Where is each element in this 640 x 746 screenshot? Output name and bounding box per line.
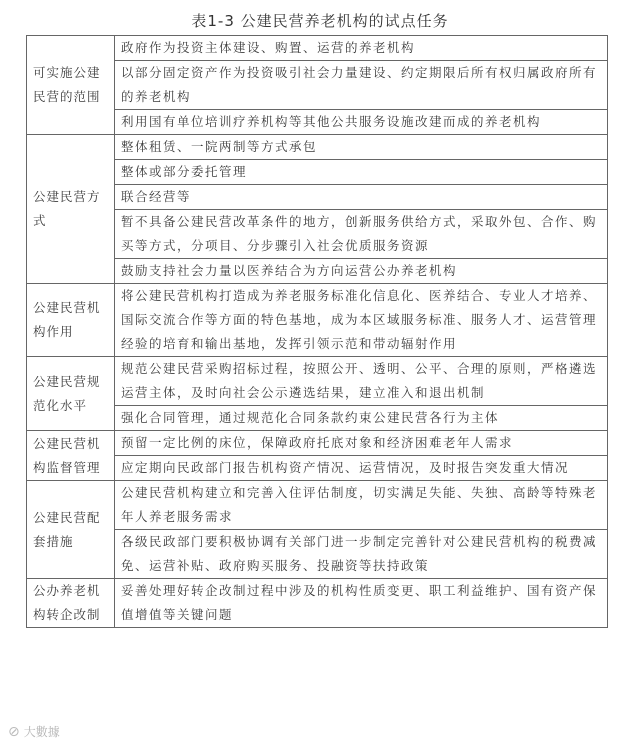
category-cell: 公建民营机构监督管理 <box>27 431 115 481</box>
table-row <box>27 61 608 110</box>
task-cell: 整体或部分委托管理 <box>115 160 608 185</box>
table-row <box>27 36 608 61</box>
table-row <box>27 284 608 357</box>
table-row <box>27 357 608 406</box>
task-cell: 将公建民营机构打造成为养老服务标准化信息化、医养结合、专业人才培养、国际交流合作等方面的特色基地，成为本区域服务标准、服务人才、运营管理经验的培育和输出基地，发挥引领示范和带动辐射作用 <box>115 284 608 357</box>
category-cell: 公办养老机构转企改制 <box>27 579 115 628</box>
category-cell: 可实施公建民营的范围 <box>27 36 115 135</box>
pilot-tasks-table <box>26 35 608 628</box>
table-row <box>27 110 608 135</box>
table-row <box>27 431 608 456</box>
table-row <box>27 456 608 481</box>
table-row <box>27 406 608 431</box>
table-row <box>27 530 608 579</box>
task-cell: 预留一定比例的床位，保障政府托底对象和经济困难老年人需求 <box>115 431 608 456</box>
table-row <box>27 579 608 628</box>
watermark-text: 大數據 <box>23 725 60 739</box>
table-row <box>27 481 608 530</box>
task-cell: 政府作为投资主体建设、购置、运营的养老机构 <box>115 36 608 61</box>
task-cell: 公建民营机构建立和完善入住评估制度，切实满足失能、失独、高龄等特殊老年人养老服务需求 <box>115 481 608 530</box>
table-row <box>27 185 608 210</box>
table-row <box>27 259 608 284</box>
task-cell: 联合经营等 <box>115 185 608 210</box>
task-cell: 强化合同管理，通过规范化合同条款约束公建民营各行为主体 <box>115 406 608 431</box>
table-row <box>27 135 608 160</box>
task-cell: 以部分固定资产作为投资吸引社会力量建设、约定期限后所有权归属政府所有的养老机构 <box>115 61 608 110</box>
task-cell: 应定期向民政部门报告机构资产情况、运营情况，及时报告突发重大情况 <box>115 456 608 481</box>
watermark-icon: ⊘ <box>8 723 20 740</box>
category-cell: 公建民营方式 <box>27 135 115 284</box>
category-cell: 公建民营配套措施 <box>27 481 115 579</box>
task-cell: 利用国有单位培训疗养机构等其他公共服务设施改建而成的养老机构 <box>115 110 608 135</box>
task-cell: 规范公建民营采购招标过程，按照公开、透明、公平、合理的原则，严格遴选运营主体，及时向社会公示遴选结果，建立准入和退出机制 <box>115 357 608 406</box>
task-cell: 整体租赁、一院两制等方式承包 <box>115 135 608 160</box>
task-cell: 妥善处理好转企改制过程中涉及的机构性质变更、职工利益维护、国有资产保值增值等关键问题 <box>115 579 608 628</box>
task-cell: 暂不具备公建民营改革条件的地方，创新服务供给方式，采取外包、合作、购买等方式，分项目、分步骤引入社会优质服务资源 <box>115 210 608 259</box>
category-cell: 公建民营规范化水平 <box>27 357 115 431</box>
watermark <box>8 723 60 740</box>
task-cell: 鼓励支持社会力量以医养结合为方向运营公办养老机构 <box>115 259 608 284</box>
category-cell: 公建民营机构作用 <box>27 284 115 357</box>
task-cell: 各级民政部门要积极协调有关部门进一步制定完善针对公建民营机构的税费减免、运营补贴、政府购买服务、投融资等扶持政策 <box>115 530 608 579</box>
table-row <box>27 160 608 185</box>
table-title: 表1-3 公建民营养老机构的试点任务 <box>191 12 449 30</box>
table-row <box>27 210 608 259</box>
